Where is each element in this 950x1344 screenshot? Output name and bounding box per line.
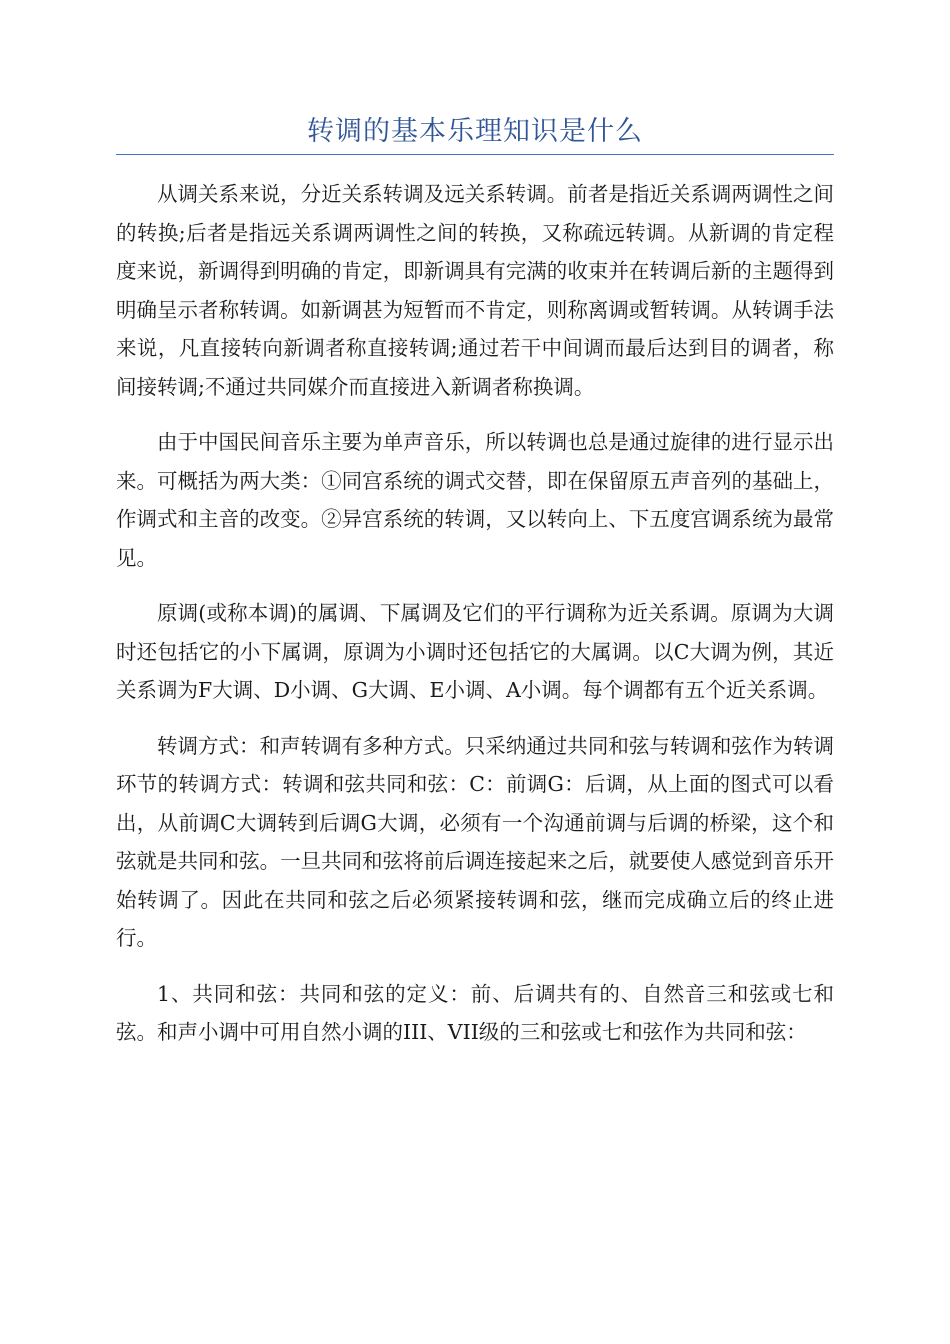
paragraph-3: 原调(或称本调)的属调、下属调及它们的平行调称为近关系调。原调为大调时还包括它的小下属调，原调为小调时还包括它的大属调。以C大调为例，其近关系调为F大调、D小调、G大调、E小调、A小调。每个调都有五个近关系调。 [116,601,834,702]
paragraph-4: 转调方式：和声转调有多种方式。只采纳通过共同和弦与转调和弦作为转调环节的转调方式：转调和弦共同和弦：C：前调G：后调，从上面的图式可以看出，从前调C大调转到后调G大调，必须有一个沟通前调与后调的桥梁，这个和弦就是共同和弦。一旦共同和弦将前后调连接起来之后，就要使人感觉到音乐开始转调了。因此在共同和弦之后必须紧接转调和弦，继而完成确立后的终止进行。 [116,733,834,950]
title-underline [116,154,834,155]
document-title: 转调的基本乐理知识是什么 [307,116,643,147]
document-body [116,175,834,1069]
paragraph-2: 由于中国民间音乐主要为单声音乐，所以转调也总是通过旋律的进行显示出来。可概括为两大类：①同宫系统的调式交替，即在保留原五声音列的基础上，作调式和主音的改变。②异宫系统的转调，又以转向上、下五度宫调系统为最常见。 [116,430,834,570]
paragraph-5: 1、共同和弦：共同和弦的定义：前、后调共有的、自然音三和弦或七和弦。和声小调中可用自然小调的III、VII级的三和弦或七和弦作为共同和弦： [116,981,834,1044]
paragraph-1: 从调关系来说，分近关系转调及远关系转调。前者是指近关系调两调性之间的转换;后者是指远关系调两调性之间的转换，又称疏远转调。从新调的肯定程度来说，新调得到明确的肯定，即新调具有完满的收束并在转调后新的主题得到明确呈示者称转调。如新调甚为短暂而不肯定，则称离调或暂转调。从转调手法来说，凡直接转向新调者称直接转调;通过若干中间调而最后达到目的调者，称间接转调;不通过共同媒介而直接进入新调者称换调。 [116,182,834,399]
